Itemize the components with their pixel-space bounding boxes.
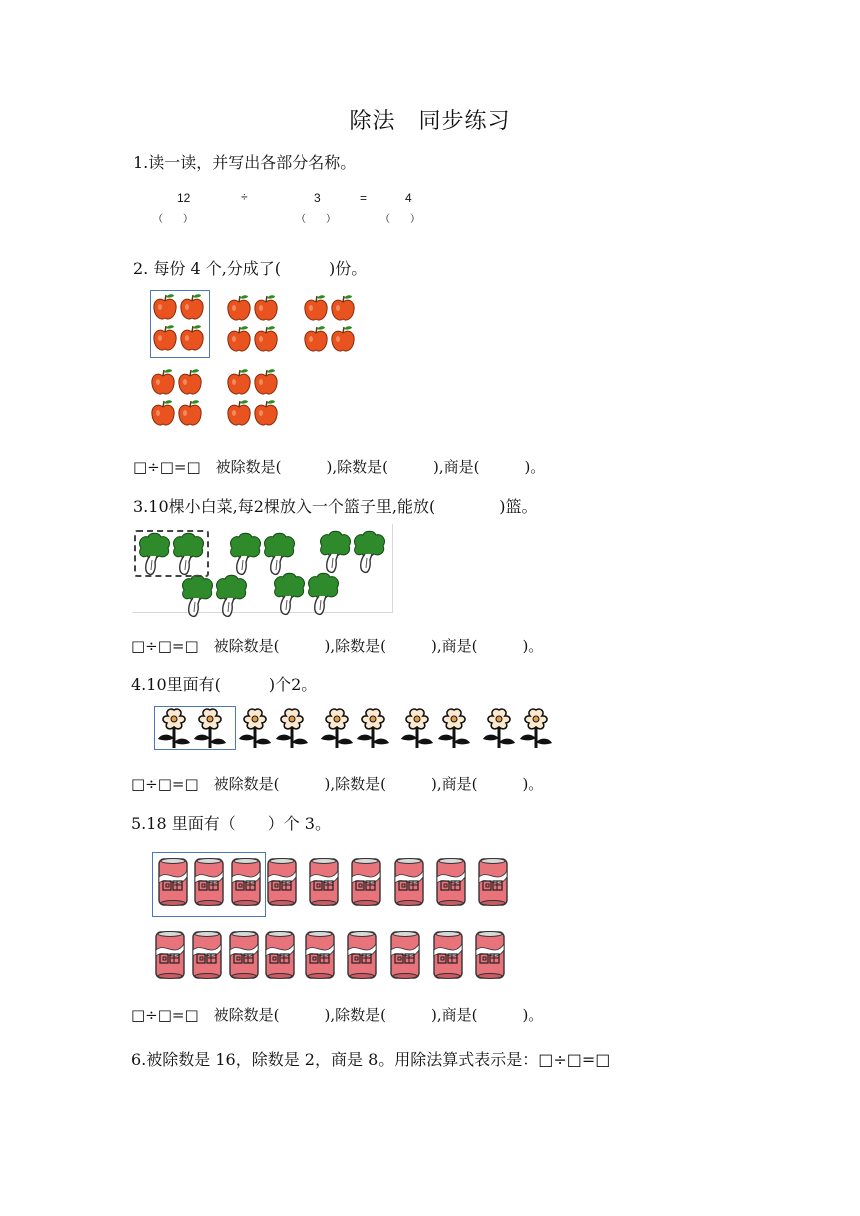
soda-can-icon bbox=[475, 930, 505, 980]
flower-icon bbox=[356, 706, 390, 748]
cabbage-icon bbox=[228, 532, 262, 576]
question-3-text: 3.10棵小白菜,每2棵放入一个篮子里,能放( )篮。 bbox=[133, 497, 538, 516]
soda-can-icon bbox=[265, 930, 295, 980]
flower-icon bbox=[482, 706, 516, 748]
soda-can-icon bbox=[155, 930, 185, 980]
q1-quotient: 4 bbox=[405, 191, 412, 205]
q4-group-box bbox=[154, 706, 236, 750]
cabbage-icon bbox=[318, 530, 352, 574]
soda-can-icon bbox=[309, 857, 339, 907]
q1-equals-sign: = bbox=[360, 191, 368, 205]
soda-can-icon bbox=[478, 857, 508, 907]
apple-icon bbox=[253, 293, 279, 323]
apple-icon bbox=[303, 293, 329, 323]
question-5-text: 5.18 里面有（ ）个 3。 bbox=[131, 814, 331, 833]
apple-icon bbox=[330, 324, 356, 354]
flower-icon bbox=[437, 706, 471, 748]
q3-equation: □÷□=□ 被除数是( ),除数是( ),商是( )。 bbox=[131, 637, 544, 655]
flower-icon bbox=[519, 706, 553, 748]
q1-blank-divisor[interactable]: （ ） bbox=[296, 214, 336, 225]
question-1-text: 1.读一读，并写出各部分名称。 bbox=[133, 153, 357, 172]
soda-can-icon bbox=[305, 930, 335, 980]
cabbage-icon bbox=[306, 572, 340, 616]
cabbage-icon bbox=[214, 574, 248, 618]
question-2-text: 2. 每份 4 个,分成了( )份。 bbox=[133, 259, 368, 278]
flower-icon bbox=[400, 706, 434, 748]
cabbage-icon bbox=[352, 530, 386, 574]
apple-icon bbox=[177, 367, 203, 397]
apple-icon bbox=[177, 398, 203, 428]
apple-icon bbox=[226, 293, 252, 323]
q1-blank-quotient[interactable]: （ ） bbox=[380, 214, 420, 225]
soda-can-icon bbox=[192, 930, 222, 980]
question-6-text: 6.被除数是 16，除数是 2，商是 8。用除法算式表示是：□÷□=□ bbox=[131, 1050, 611, 1069]
apple-icon bbox=[226, 324, 252, 354]
apple-icon bbox=[150, 398, 176, 428]
soda-can-icon bbox=[390, 930, 420, 980]
soda-can-icon bbox=[347, 930, 377, 980]
q1-blank-dividend[interactable]: （ ） bbox=[153, 214, 193, 225]
soda-can-icon bbox=[436, 857, 466, 907]
apple-icon bbox=[253, 398, 279, 428]
apple-icon bbox=[253, 367, 279, 397]
soda-can-icon bbox=[267, 857, 297, 907]
soda-can-icon bbox=[229, 930, 259, 980]
cabbage-icon bbox=[180, 574, 214, 618]
page-title: 除法 同步练习 bbox=[349, 109, 511, 134]
soda-can-icon bbox=[433, 930, 463, 980]
apple-icon bbox=[303, 324, 329, 354]
q5-equation: □÷□=□ 被除数是( ),除数是( ),商是( )。 bbox=[131, 1006, 544, 1024]
q5-group-box bbox=[152, 852, 266, 917]
apple-icon bbox=[226, 398, 252, 428]
q2-group-box bbox=[150, 290, 210, 358]
cabbage-icon bbox=[272, 572, 306, 616]
q1-dividend: 12 bbox=[177, 191, 191, 205]
soda-can-icon bbox=[394, 857, 424, 907]
apple-icon bbox=[226, 367, 252, 397]
flower-icon bbox=[238, 706, 272, 748]
soda-can-icon bbox=[351, 857, 381, 907]
apple-icon bbox=[253, 324, 279, 354]
q1-divisor: 3 bbox=[314, 191, 321, 205]
q2-equation: □÷□=□ 被除数是( ),除数是( ),商是( )。 bbox=[133, 458, 546, 476]
flower-icon bbox=[320, 706, 354, 748]
q1-divide-sign: ÷ bbox=[241, 190, 248, 204]
apple-icon bbox=[330, 293, 356, 323]
flower-icon bbox=[275, 706, 309, 748]
cabbage-icon bbox=[262, 532, 296, 576]
question-4-text: 4.10里面有( )个2。 bbox=[131, 675, 318, 694]
q4-equation: □÷□=□ 被除数是( ),除数是( ),商是( )。 bbox=[131, 775, 544, 793]
apple-icon bbox=[150, 367, 176, 397]
q3-group-box bbox=[134, 530, 209, 577]
